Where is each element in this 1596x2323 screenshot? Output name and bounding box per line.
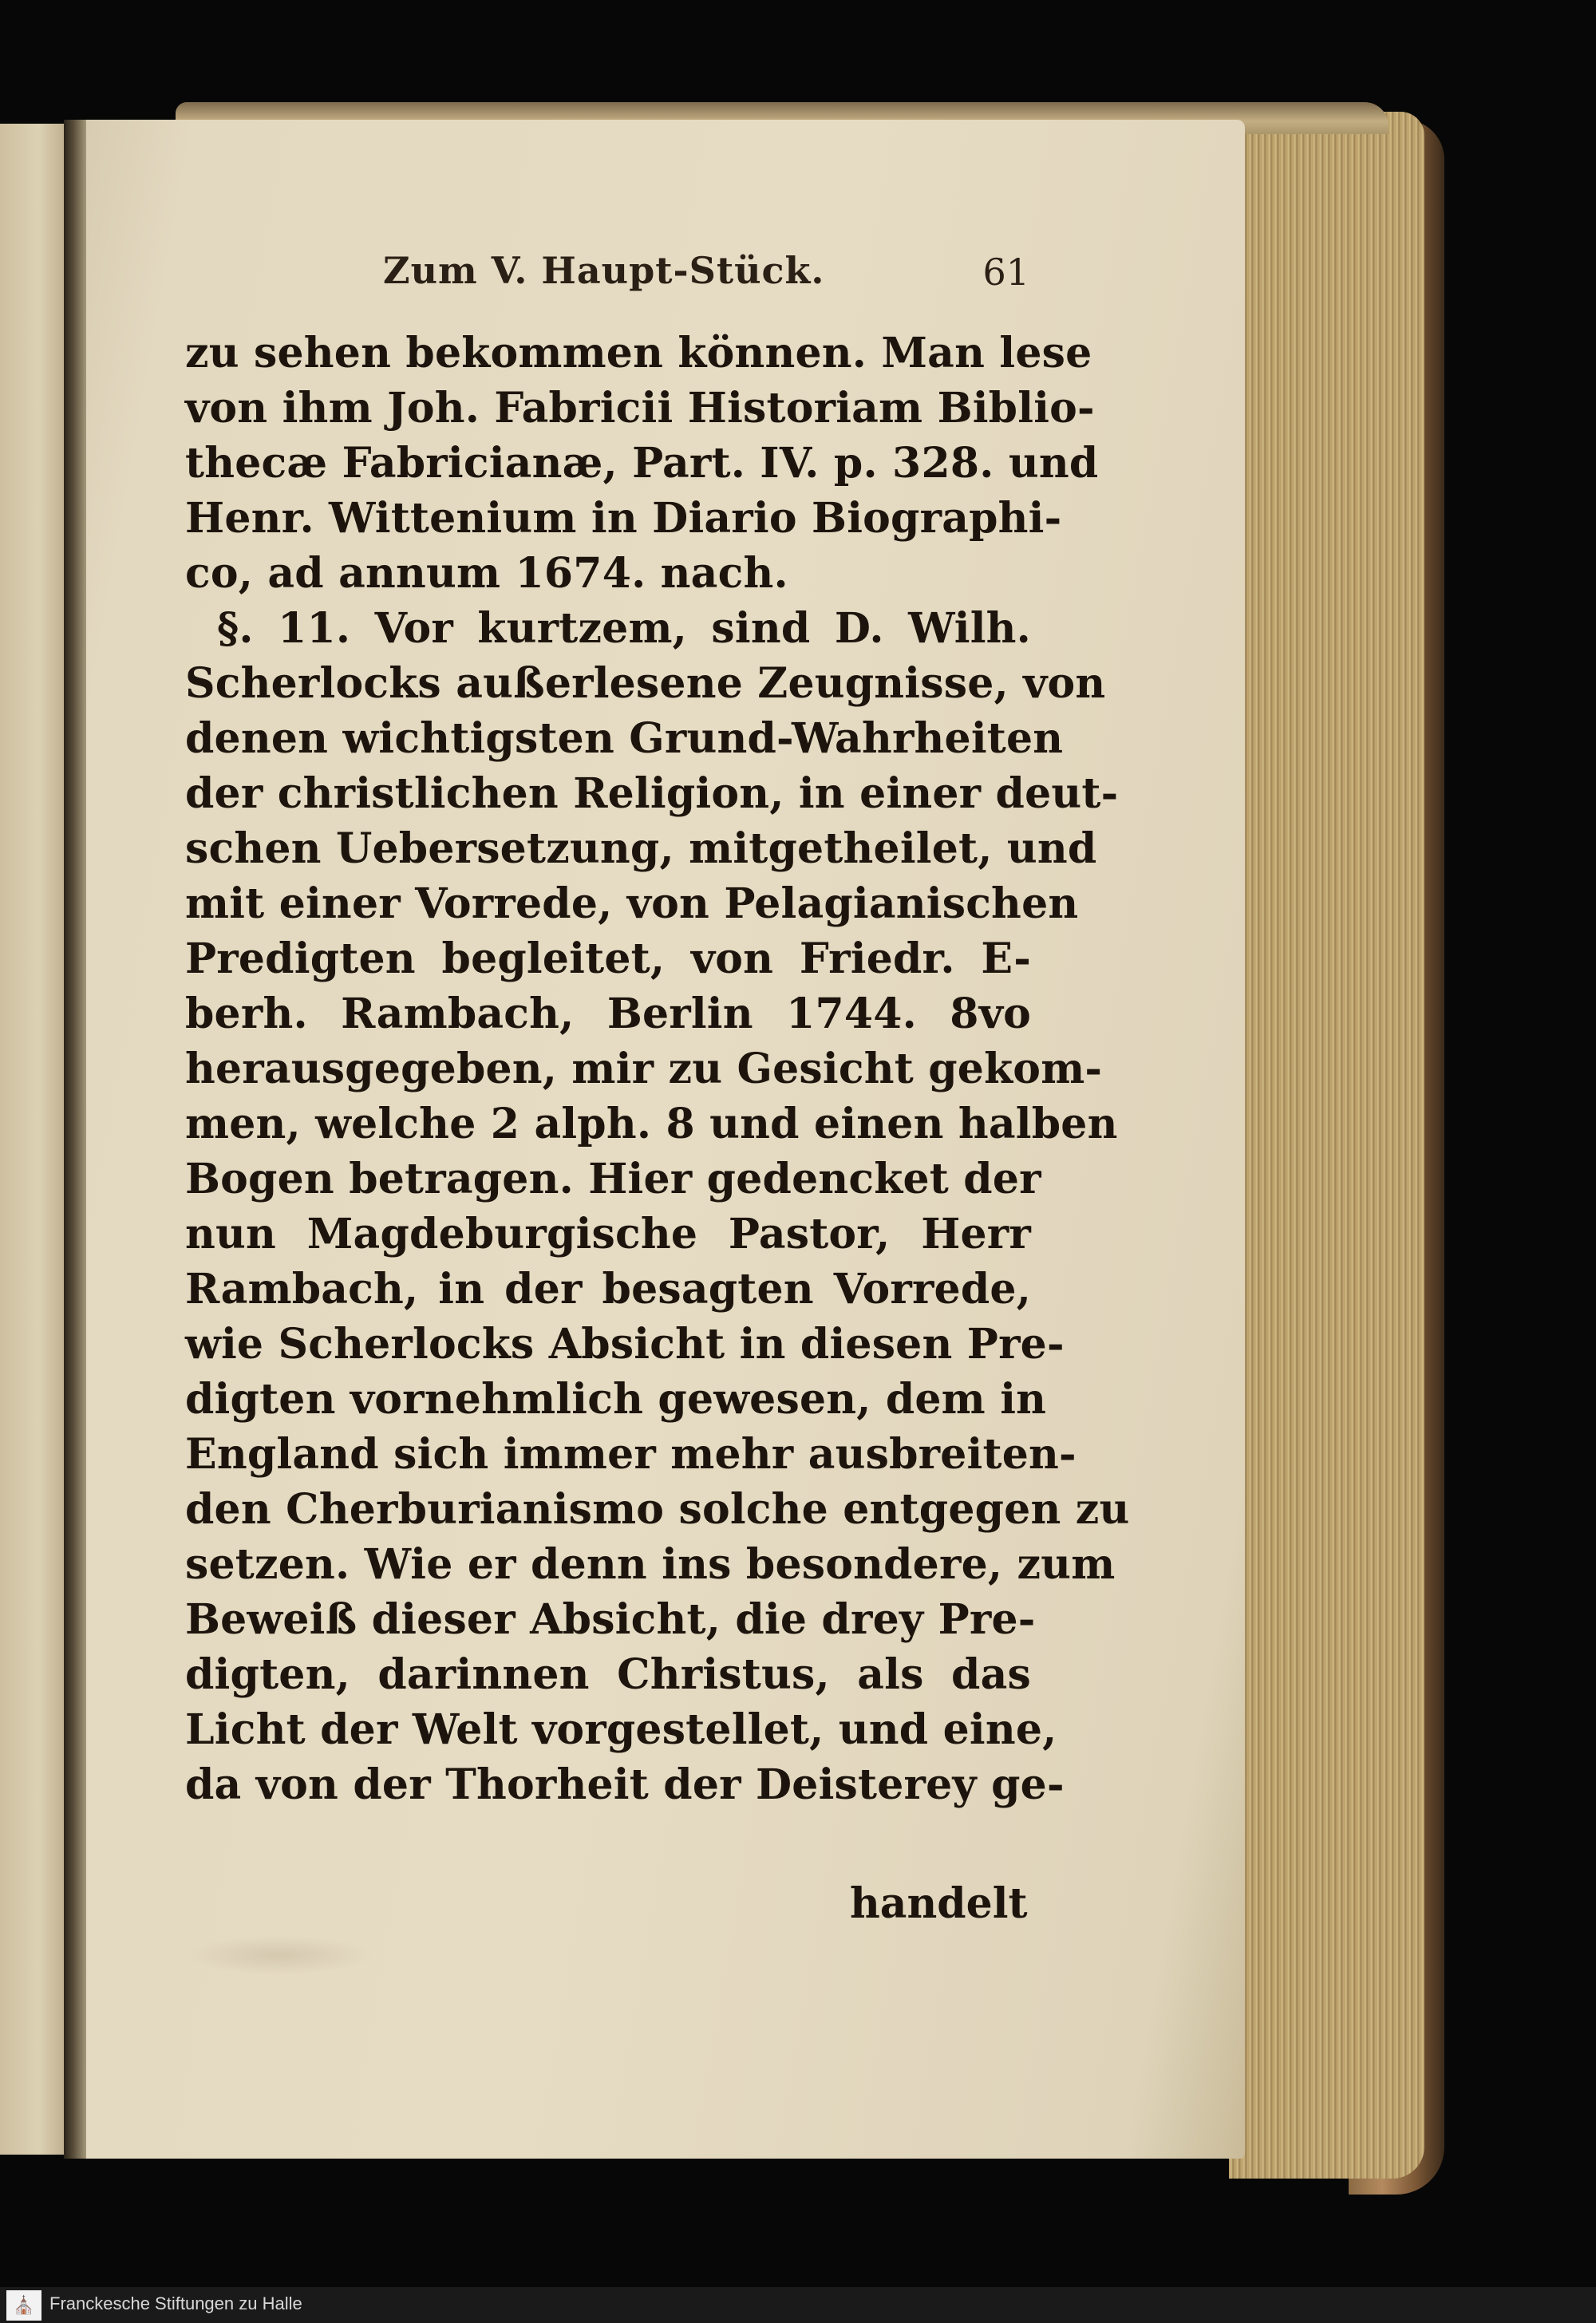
page-text: [185, 326, 1130, 1812]
show-through-smudge: [184, 1935, 375, 1975]
running-head: [383, 249, 1029, 305]
text-line: da von der Thorheit der Deisterey ge-: [185, 1760, 1065, 1809]
book-gutter: [64, 120, 86, 2159]
text-line: setzen. Wie er denn ins besondere, zum: [185, 1540, 1116, 1589]
text-line: Rambach, in der besagten Vorrede,: [185, 1265, 1031, 1314]
text-line: thecæ Fabricianæ, Part. IV. p. 328. und: [185, 439, 1099, 488]
text-line: Scherlocks außerlesene Zeugnisse, von: [185, 659, 1106, 708]
text-line: Henr. Wittenium in Diario Biographi-: [185, 494, 1062, 543]
page-edges: [1229, 112, 1424, 2179]
text-line: digten vornehmlich gewesen, dem in: [185, 1375, 1047, 1424]
running-title: Zum V. Haupt-Stück.: [383, 249, 825, 292]
institution-credit: Franckesche Stiftungen zu Halle: [49, 2293, 302, 2313]
text-line: nun Magdeburgische Pastor, Herr: [185, 1210, 1031, 1258]
text-line: §. 11. Vor kurtzem, sind D. Wilh.: [217, 604, 1031, 653]
page-number: 61: [982, 251, 1029, 294]
text-line: der christlichen Religion, in einer deut-: [185, 769, 1119, 818]
text-line: berh. Rambach, Berlin 1744. 8vo: [185, 990, 1031, 1038]
text-line: herausgegeben, mir zu Gesicht gekom-: [185, 1045, 1103, 1093]
text-line: Bogen betragen. Hier gedencket der: [185, 1155, 1041, 1203]
institution-logo-icon: ⛪: [6, 2290, 41, 2321]
text-line: mit einer Vorrede, von Pelagianischen: [185, 879, 1079, 928]
text-line: schen Uebersetzung, mitgetheilet, und: [185, 824, 1097, 873]
text-line: von ihm Joh. Fabricii Historiam Biblio-: [185, 384, 1095, 433]
text-line: Licht der Welt vorgestellet, und eine,: [185, 1705, 1057, 1754]
text-line: men, welche 2 alph. 8 und einen halben: [185, 1100, 1118, 1148]
text-line: Beweiß dieser Absicht, die drey Pre-: [185, 1595, 1036, 1644]
text-line: zu sehen bekommen können. Man lese: [185, 329, 1092, 377]
text-line: England sich immer mehr ausbreiten-: [185, 1430, 1077, 1479]
catchword: handelt: [850, 1879, 1028, 1928]
left-page-sliver: [0, 124, 70, 2155]
text-line: digten, darinnen Christus, als das: [185, 1650, 1031, 1699]
text-line: co, ad annum 1674. nach.: [185, 549, 788, 598]
text-line: wie Scherlocks Absicht in diesen Pre-: [185, 1320, 1065, 1369]
text-line: denen wichtigsten Grund-Wahrheiten: [185, 714, 1064, 763]
text-line: Predigten begleitet, von Friedr. E-: [185, 934, 1031, 983]
text-line: den Cherburianismo solche entgegen zu: [185, 1485, 1130, 1534]
